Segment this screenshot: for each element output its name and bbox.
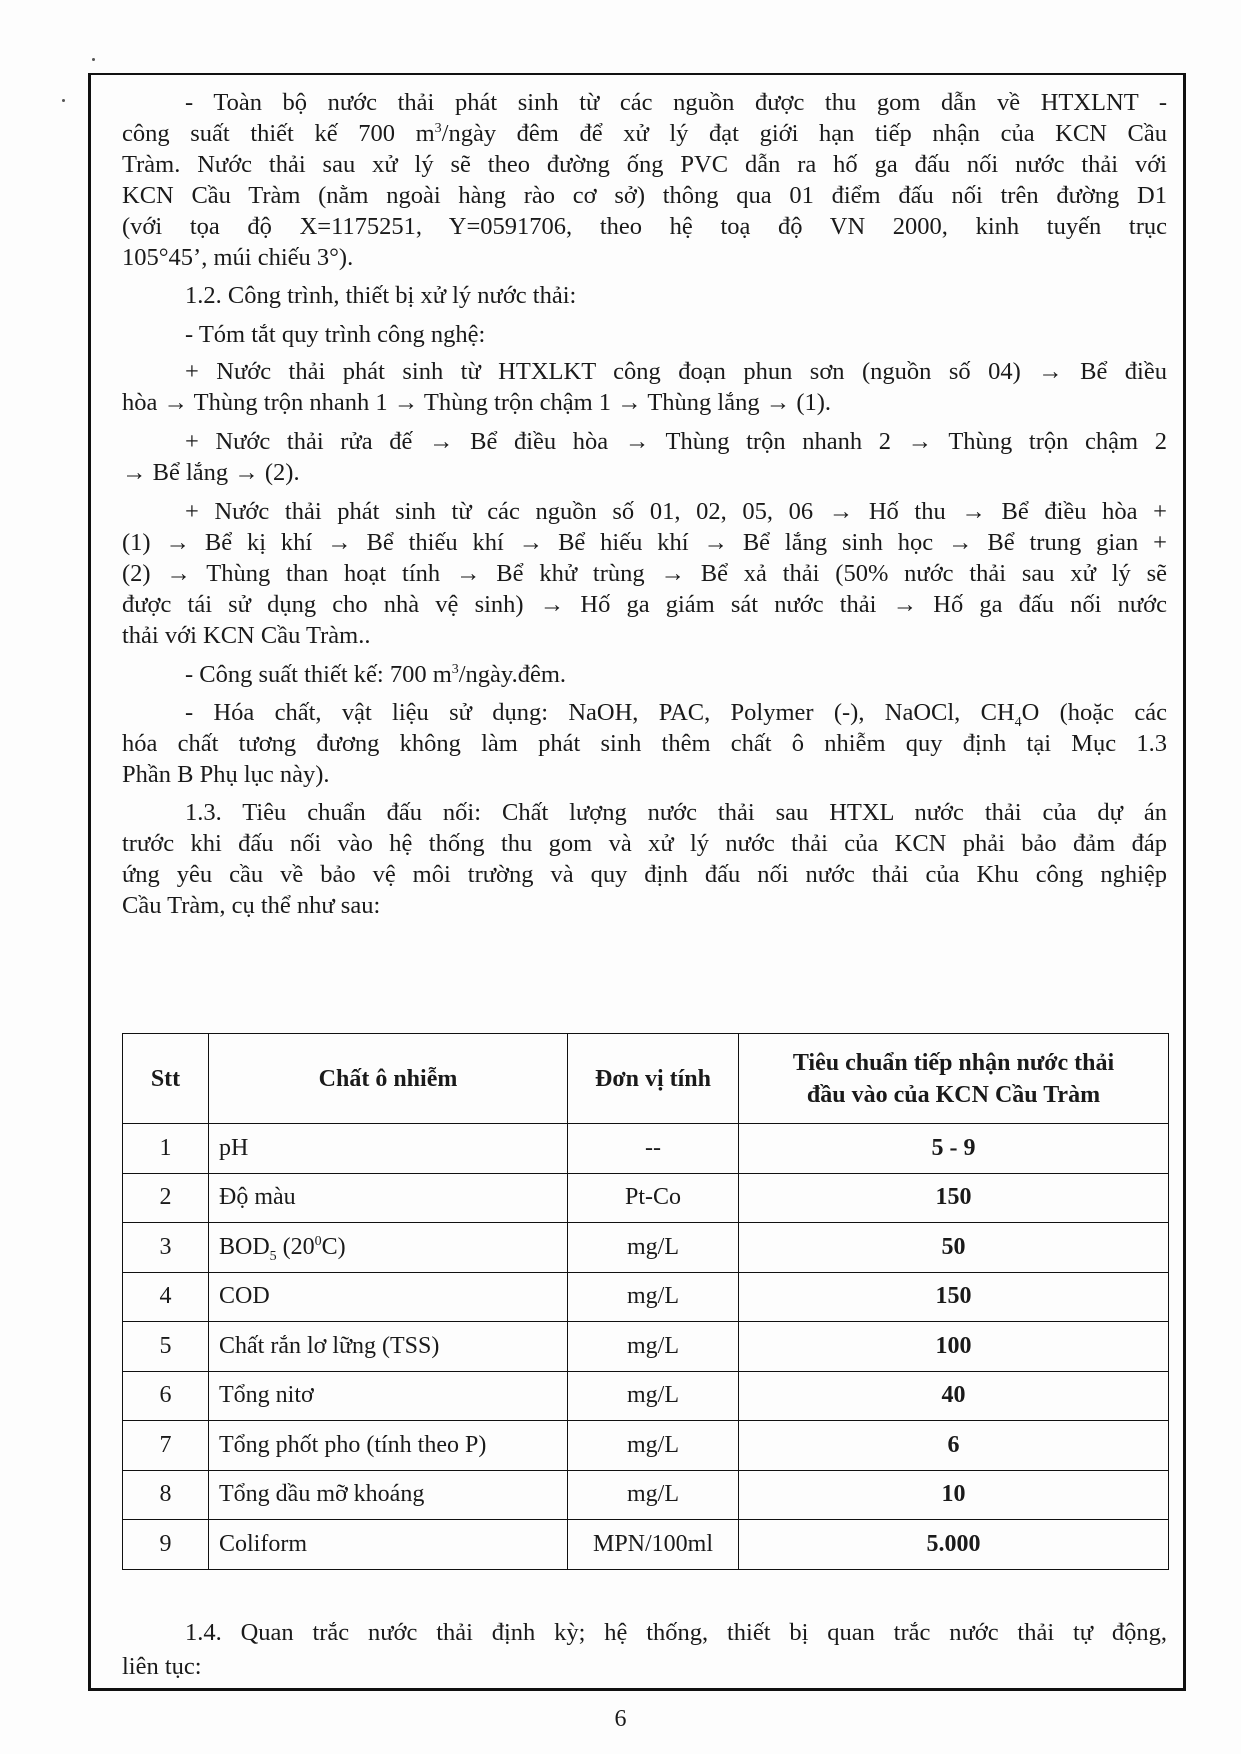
- cell-unit: mg/L: [568, 1272, 739, 1322]
- cell-pollutant: Độ màu: [209, 1173, 568, 1223]
- cell-limit: 6: [739, 1421, 1169, 1471]
- table-row: [123, 1223, 1169, 1273]
- col-header-pollutant: Chất ô nhiễm: [209, 1034, 568, 1124]
- table-row: [123, 1173, 1169, 1223]
- paragraph-line: - Tóm tắt quy trình công nghệ:: [185, 321, 486, 348]
- flow-line: + Nước thải rửa đế → Bể điều hòa → Thùng trộn nhanh 2 → Thùng trộn chậm 2: [185, 428, 1167, 455]
- flow-line: hòa → Thùng trộn nhanh 1 → Thùng trộn chậm 1 → Thùng lắng → (1).: [122, 389, 832, 416]
- text-run: /ngày đêm để xử lý đạt giới hạn tiếp nhận của KCN Cầu: [441, 120, 1167, 147]
- cell-pollutant: [209, 1223, 568, 1273]
- cell-stt: 6: [123, 1371, 209, 1421]
- standards-table: [122, 1033, 1169, 1570]
- cell-limit: 40: [739, 1371, 1169, 1421]
- cell-unit: --: [568, 1124, 739, 1174]
- section-heading-1-4: 1.4. Quan trắc nước thải định kỳ; hệ thống, thiết bị quan trắc nước thải tự động,: [185, 1619, 1167, 1646]
- text-run: - Công suất thiết kế: 700 m: [185, 661, 452, 688]
- cell-stt: 9: [123, 1520, 209, 1570]
- scan-speck: [62, 99, 65, 102]
- text-run: 5: [269, 1248, 277, 1264]
- text-run: BOD: [219, 1233, 270, 1260]
- paragraph-line: (với tọa độ X=1175251, Y=0591706, theo hệ toạ độ VN 2000, kinh tuyến trục: [122, 213, 1167, 240]
- flow-line: thải với KCN Cầu Tràm..: [122, 622, 371, 649]
- text-run: (20: [276, 1233, 315, 1260]
- flow-line: (2) → Thùng than hoạt tính → Bể khử trùng → Bể xả thải (50% nước thải sau xử lý sẽ: [122, 560, 1167, 587]
- cell-stt: 3: [123, 1223, 209, 1273]
- header-line: đầu vào của KCN Cầu Tràm: [806, 1081, 1101, 1108]
- text-run: - Hóa chất, vật liệu sử dụng: NaOH, PAC, Polymer (-), NaOCl, CH: [185, 699, 1015, 726]
- col-header-unit: Đơn vị tính: [568, 1034, 739, 1124]
- section-heading-1-3: 1.3. Tiêu chuẩn đấu nối: Chất lượng nước thải sau HTXL nước thải của dự án: [185, 799, 1167, 826]
- superscript: 3: [451, 661, 459, 677]
- cell-unit: mg/L: [568, 1470, 739, 1520]
- table-row: [123, 1470, 1169, 1520]
- scan-speck: [92, 58, 95, 61]
- paragraph-line: trước khi đấu nối vào hệ thống thu gom và xử lý nước thải của KCN phải bảo đảm đáp: [122, 830, 1167, 857]
- table-row: [123, 1272, 1169, 1322]
- chemicals-line: [185, 698, 1167, 728]
- cell-unit: mg/L: [568, 1421, 739, 1471]
- cell-pollutant: Coliform: [209, 1520, 568, 1570]
- paragraph-line: [122, 119, 1167, 149]
- text-run: 0: [314, 1233, 322, 1249]
- flow-line: + Nước thải phát sinh từ các nguồn số 01, 02, 05, 06 → Hố thu → Bể điều hòa +: [185, 498, 1167, 525]
- cell-limit: 5.000: [739, 1520, 1169, 1570]
- page-number: 6: [614, 1706, 627, 1732]
- paragraph-line: 105°45’, múi chiếu 3°).: [122, 244, 354, 271]
- subscript: 4: [1014, 714, 1022, 730]
- cell-unit: MPN/100ml: [568, 1520, 739, 1570]
- superscript: 3: [434, 120, 442, 136]
- cell-limit: 5 - 9: [739, 1124, 1169, 1174]
- text-run: công suất thiết kế 700 m: [122, 120, 435, 147]
- cell-stt: 5: [123, 1322, 209, 1372]
- flow-line: + Nước thải phát sinh từ HTXLKT công đoạn phun sơn (nguồn số 04) → Bể điều: [185, 358, 1167, 385]
- cell-unit: Pt-Co: [568, 1173, 739, 1223]
- text-run: O (hoặc các: [1021, 699, 1167, 726]
- paragraph-line: Phần B Phụ lục này).: [122, 761, 330, 788]
- cell-stt: 8: [123, 1470, 209, 1520]
- paragraph-line: Cầu Tràm, cụ thể như sau:: [122, 892, 381, 919]
- paragraph-line: hóa chất tương đương không làm phát sinh thêm chất ô nhiễm quy định tại Mục 1.3: [122, 730, 1167, 757]
- flow-line: (1) → Bể kị khí → Bể thiếu khí → Bể hiếu khí → Bể lắng sinh học → Bể trung gian +: [122, 529, 1167, 556]
- flow-line: → Bể lắng → (2).: [122, 459, 300, 486]
- flow-line: được tái sử dụng cho nhà vệ sinh) → Hố ga giám sát nước thải → Hố ga đấu nối nước: [122, 591, 1167, 618]
- cell-pollutant: Tổng nitơ: [209, 1371, 568, 1421]
- cell-pollutant: pH: [209, 1124, 568, 1174]
- paragraph-line: liên tục:: [122, 1653, 202, 1680]
- table-row: [123, 1371, 1169, 1421]
- paragraph-line: Tràm. Nước thải sau xử lý sẽ theo đường ống PVC dẫn ra hố ga đấu nối nước thải với: [122, 151, 1167, 178]
- paragraph-line: - Toàn bộ nước thải phát sinh từ các nguồn được thu gom dẫn về HTXLNT -: [185, 89, 1167, 116]
- cell-pollutant: Chất rắn lơ lững (TSS): [209, 1322, 568, 1372]
- text-run: /ngày.đêm.: [458, 661, 567, 688]
- cell-stt: 7: [123, 1421, 209, 1471]
- cell-unit: mg/L: [568, 1223, 739, 1273]
- text-run: C): [321, 1233, 346, 1260]
- cell-limit: 10: [739, 1470, 1169, 1520]
- paragraph-line: ứng yêu cầu về bảo vệ môi trường và quy định đấu nối nước thải của Khu công nghiệp: [122, 861, 1167, 888]
- cell-unit: mg/L: [568, 1322, 739, 1372]
- table-header-row: [123, 1034, 1169, 1124]
- cell-pollutant: Tổng dầu mỡ khoáng: [209, 1470, 568, 1520]
- section-heading-1-2: 1.2. Công trình, thiết bị xử lý nước thải:: [185, 282, 577, 309]
- cell-stt: 2: [123, 1173, 209, 1223]
- table-row: [123, 1421, 1169, 1471]
- col-header-stt: Stt: [123, 1034, 209, 1124]
- cell-limit: 100: [739, 1322, 1169, 1372]
- paragraph-line: KCN Cầu Tràm (nằm ngoài hàng rào cơ sở) thông qua 01 điểm đấu nối trên đường D1: [122, 182, 1167, 209]
- cell-stt: 4: [123, 1272, 209, 1322]
- cell-limit: 150: [739, 1272, 1169, 1322]
- capacity-line: [185, 660, 1167, 690]
- table-row: [123, 1520, 1169, 1570]
- col-header-limit: [739, 1034, 1169, 1124]
- cell-limit: 150: [739, 1173, 1169, 1223]
- table-row: [123, 1124, 1169, 1174]
- cell-pollutant: Tổng phốt pho (tính theo P): [209, 1421, 568, 1471]
- cell-limit: 50: [739, 1223, 1169, 1273]
- header-line: Tiêu chuẩn tiếp nhận nước thải: [792, 1049, 1115, 1076]
- cell-stt: 1: [123, 1124, 209, 1174]
- table-row: [123, 1322, 1169, 1372]
- cell-pollutant: COD: [209, 1272, 568, 1322]
- cell-unit: mg/L: [568, 1371, 739, 1421]
